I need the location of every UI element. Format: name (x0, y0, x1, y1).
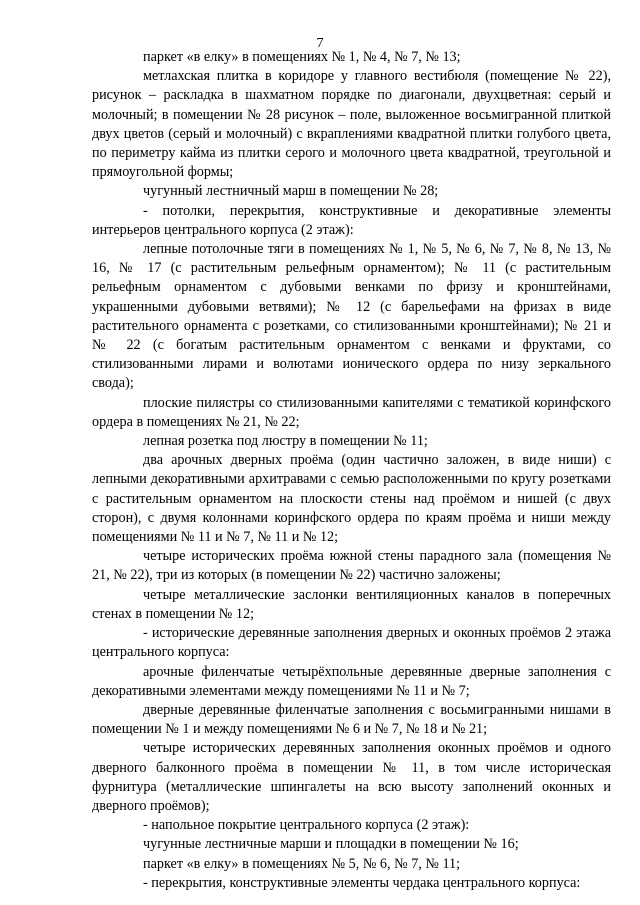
paragraph: - напольное покрытие центрального корпуса (2 этаж): (143, 817, 470, 834)
paragraph: паркет «в елку» в помещениях № 5, № 6, № 7, № 11; (143, 855, 461, 872)
paragraph: чугунный лестничный марш в помещении № 28; (143, 183, 439, 200)
paragraph: - исторические деревянные заполнения дверных и оконных проёмов 2 этажа центрального корпуса: (92, 625, 611, 661)
paragraph: - перекрытия, конструктивные элементы чердака центрального корпуса: (143, 874, 581, 891)
paragraph: четыре исторических деревянных заполнения оконных проёмов и одного дверного балконного проёма в помещении № 11, в том числе историческая фурнитура (металлические шпингалеты на всю высоту заполнений оконных и дверного проёмов); (92, 740, 611, 814)
paragraph: метлахская плитка в коридоре у главного вестибюля (помещение № 22), рисунок – раскладка в шахматном порядке по диагонали, двухцветная: серый и молочный; в помещении № 28 рисунок – поле, выложенное восьмигранной плиткой двух цветов (серый и молочный) с вкраплениями квадратной плитки голубого цвета, по периметру кайма из плитки серого и молочного цвета квадратной, треугольной и прямоугольной формы; (92, 68, 611, 181)
paragraph: чугунные лестничные марши и площадки в помещении № 16; (143, 836, 519, 853)
paragraph: арочные филенчатые четырёхпольные деревянные дверные заполнения с декоративными элементами между помещениями № 11 и № 7; (92, 663, 611, 699)
page-number: 7 (316, 36, 324, 51)
paragraph: четыре металлические заслонки вентиляционных каналов в поперечных стенах в помещении № 12; (92, 586, 611, 622)
paragraph: лепная розетка под люстру в помещении № 11; (143, 433, 428, 450)
paragraph: паркет «в елку» в помещениях № 1, № 4, № 7, № 13; (143, 49, 461, 65)
paragraph: лепные потолочные тяги в помещениях № 1, № 5, № 6, № 7, № 8, № 13, № 16, № 17 (с растительным рельефным орнаментом); № 11 (с растительным рельефным орнаментом с дубовыми венками по фризу и кронштейнами, украшенными дубовыми ветвями); № 12 (с барельефами на фризах в виде растительного орнамента с розетками, со стилизованными кронштейнами); № 21 и № 22 (с богатым растительным орнаментом с венками и фруктами, со стилизованными лирами и волютами ионического ордера по низу зеркального свода); (92, 241, 611, 392)
body-text (92, 48, 611, 893)
paragraph: - потолки, перекрытия, конструктивные и декоративные элементы интерьеров центрального корпуса (2 этаж): (92, 202, 611, 238)
paragraph: два арочных дверных проёма (один частично заложен, в виде ниши) с лепными декоративными архитравами с семью расположенными по кругу розетками с растительным орнаментом на плоскости стены над проёмом и нишей (с двух сторон), с двумя колоннами коринфского ордера по краям проёма и ниши между помещениями № 11 и № 7, № 11 и № 12; (92, 452, 611, 546)
paragraph: четыре исторических проёма южной стены парадного зала (помещения № 21, № 22), три из которых (в помещении № 22) частично заложены; (92, 548, 611, 584)
paragraph: плоские пилястры со стилизованными капителями с тематикой коринфского ордера в помещениях № 21, № 22; (92, 394, 611, 430)
paragraph: дверные деревянные филенчатые заполнения с восьмигранными нишами в помещении № 1 и между помещениями № 6 и № 7, № 18 и № 21; (92, 701, 611, 738)
